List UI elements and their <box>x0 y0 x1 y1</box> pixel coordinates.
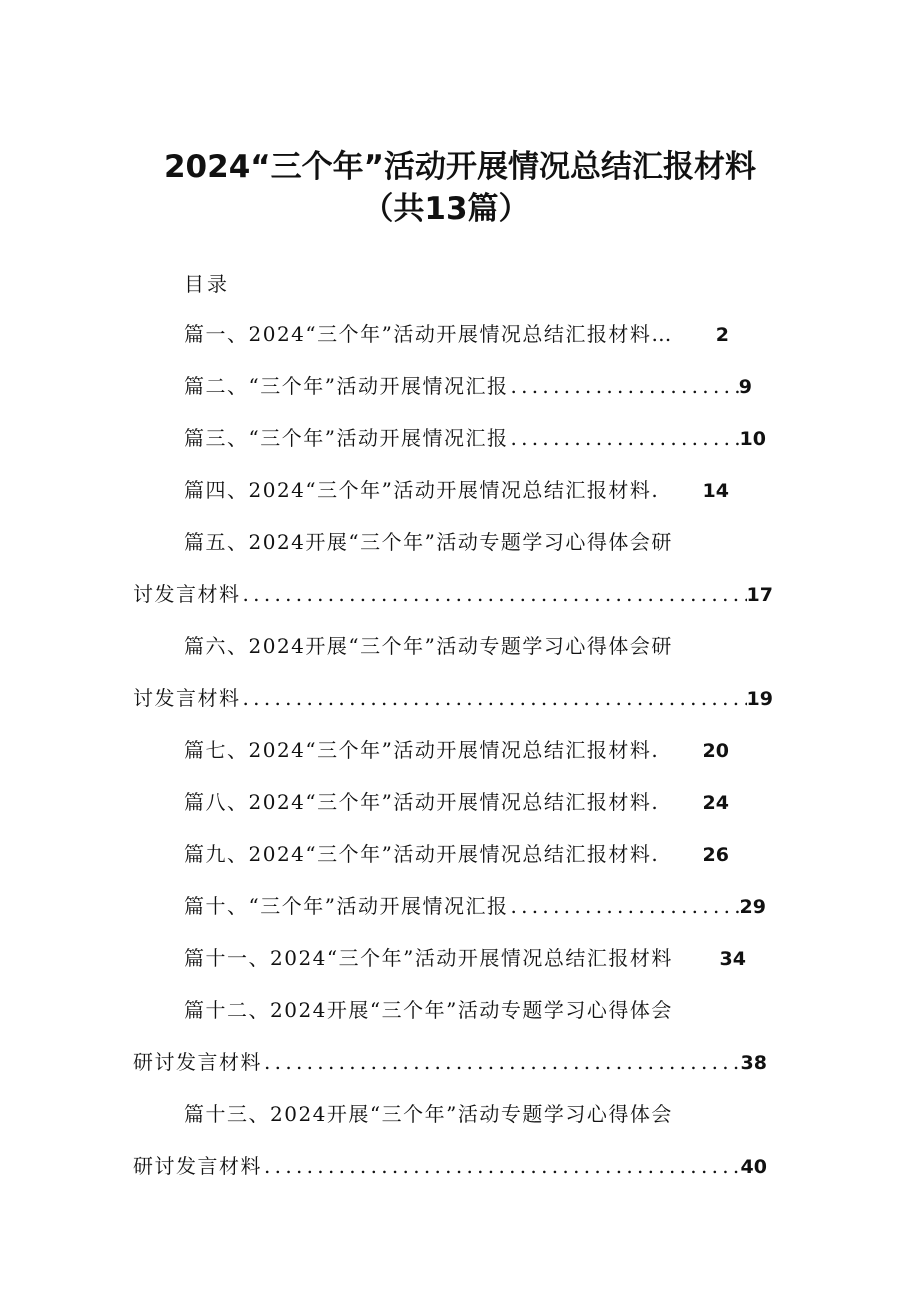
toc-entry-continuation[interactable] <box>133 579 773 609</box>
toc-entry-page: 14 <box>702 480 729 502</box>
toc-entry-continuation[interactable] <box>133 683 773 713</box>
toc-entry-page: 38 <box>740 1052 767 1074</box>
document-subtitle: （共13篇） <box>362 191 530 227</box>
toc-leader <box>241 579 747 609</box>
toc-entry-page: 17 <box>746 584 773 606</box>
toc-entry[interactable] <box>184 891 766 921</box>
toc-entry-page: 40 <box>740 1156 767 1178</box>
toc-entry-title: 篇十三、2024开展“三个年”活动专题学习心得体会 <box>184 1102 673 1126</box>
toc-leader <box>508 891 739 921</box>
toc-entry-title: 篇七、2024“三个年”活动开展情况总结汇报材料. <box>184 738 660 762</box>
toc-entry[interactable] <box>184 371 752 401</box>
toc-entry-page: 10 <box>739 428 766 450</box>
toc-entry-title: 篇十一、2024“三个年”活动开展情况总结汇报材料 <box>184 946 673 970</box>
toc-leader <box>262 1047 741 1077</box>
toc-entry-title: 篇五、2024开展“三个年”活动专题学习心得体会研 <box>184 530 673 554</box>
toc-entry-page: 19 <box>746 688 773 710</box>
toc-leader <box>508 371 738 401</box>
toc-entry-page: 2 <box>715 324 729 346</box>
toc-entry[interactable] <box>184 631 729 661</box>
toc-entry-page: 34 <box>719 948 746 970</box>
toc-entry-title: 篇一、2024“三个年”活动开展情况总结汇报材料… <box>184 322 673 346</box>
toc-leader <box>262 1151 741 1181</box>
toc-entry[interactable] <box>184 735 729 765</box>
toc-entry-page: 26 <box>702 844 729 866</box>
toc-entry-continuation[interactable] <box>133 1151 767 1181</box>
toc-entry-title-cont: 研讨发言材料 <box>133 1050 262 1074</box>
toc-entry[interactable] <box>184 1099 729 1129</box>
toc-entry-title: 篇十二、2024开展“三个年”活动专题学习心得体会 <box>184 998 673 1022</box>
document-title: 2024“三个年”活动开展情况总结汇报材料 <box>163 149 757 185</box>
toc-entry-title-cont: 讨发言材料 <box>133 686 241 710</box>
toc-entry[interactable] <box>184 475 729 505</box>
toc-entry[interactable] <box>184 839 729 869</box>
toc-entry-title: 篇四、2024“三个年”活动开展情况总结汇报材料. <box>184 478 660 502</box>
toc-entry-title: 篇六、2024开展“三个年”活动专题学习心得体会研 <box>184 634 673 658</box>
toc-entry-title: 篇二、“三个年”活动开展情况汇报 <box>184 374 509 398</box>
toc-entry-page: 24 <box>702 792 729 814</box>
toc-entry-page: 29 <box>739 896 766 918</box>
toc-entry[interactable] <box>184 527 729 557</box>
toc-entry-page: 20 <box>702 740 729 762</box>
toc-leader <box>508 423 739 453</box>
toc-entry-page: 9 <box>738 376 752 398</box>
toc-entry-title: 篇八、2024“三个年”活动开展情况总结汇报材料. <box>184 790 660 814</box>
toc-entry[interactable] <box>184 319 729 349</box>
toc-entry-continuation[interactable] <box>133 1047 767 1077</box>
toc-leader <box>241 683 747 713</box>
toc-entry-title-cont: 讨发言材料 <box>133 582 241 606</box>
toc-entry[interactable] <box>184 943 746 973</box>
toc-heading: 目录 <box>184 272 230 296</box>
toc-entry[interactable] <box>184 787 729 817</box>
toc-entry[interactable] <box>184 423 766 453</box>
toc-entry[interactable] <box>184 995 729 1025</box>
toc-entry-title-cont: 研讨发言材料 <box>133 1154 262 1178</box>
toc-entry-title: 篇九、2024“三个年”活动开展情况总结汇报材料. <box>184 842 660 866</box>
toc-entry-title: 篇三、“三个年”活动开展情况汇报 <box>184 426 509 450</box>
toc-entry-title: 篇十、“三个年”活动开展情况汇报 <box>184 894 509 918</box>
